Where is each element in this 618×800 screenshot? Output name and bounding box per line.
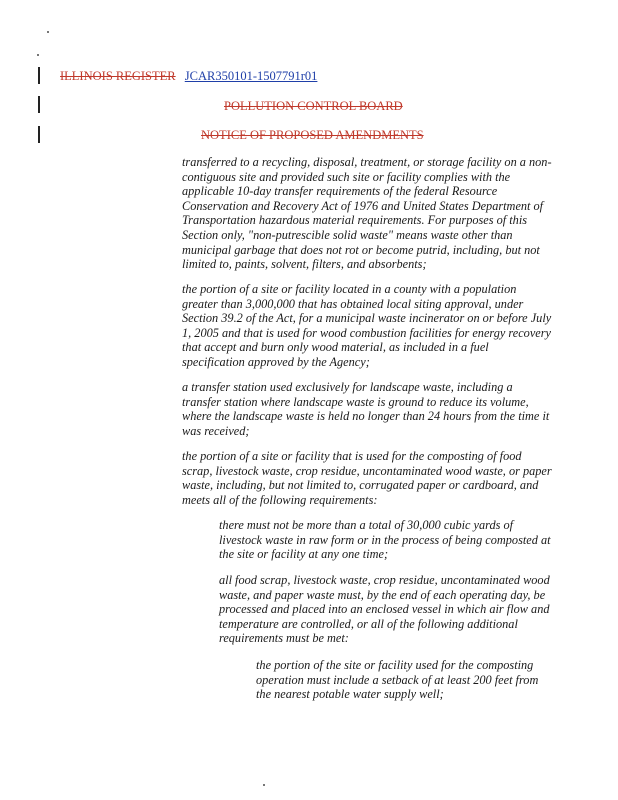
scan-speck [263,784,265,786]
board-title: POLLUTION CONTROL BOARD [224,99,403,113]
body-paragraph: a transfer station used exclusively for landscape waste, including a transfer station where landscape waste is ground to reduce its volume, where the landscape waste is held no longer than 24 hours from the time it was received; [182,380,550,438]
sub-paragraph: all food scrap, livestock waste, crop residue, uncontaminated wood waste, and paper waste must, by the end of each operating day, be processed and placed into an enclosed vessel in which air flow and temperature are controlled, or all of the following additional requirements must be met: [219,573,550,646]
change-bar [38,67,40,84]
register-title: ILLINOIS REGISTER [60,69,176,83]
change-bar [38,96,40,113]
scan-speck [37,54,39,56]
body-paragraph: the portion of a site or facility located in a county with a population greater than 3,000,000 that has obtained local siting approval, under Section 39.2 of the Act, for a municipal waste incinerator on or before July 1, 2005 and that is used for wood combustion facilities for energy recovery that accept and burn only wood material, as included in a fuel specification approved by the Agency; [182,282,552,369]
body-paragraph: transferred to a recycling, disposal, treatment, or storage facility on a non-contiguous site and provided such site or facility complies with the applicable 10-day transfer requirements of the federal Resource Conservation and Recovery Act of 1976 and United States Department of Transportation hazardous material requirements. For purposes of this Section only, "non-putrescible solid waste" means waste other than municipal garbage that does not rot or become putrid, including, but not limited to, paints, solvent, filters, and absorbents; [182,155,552,272]
notice-title: NOTICE OF PROPOSED AMENDMENTS [201,128,424,142]
body-paragraph: the portion of a site or facility that is used for the composting of food scrap, livestock waste, crop residue, uncontaminated wood waste, or paper waste, including, but not limited to, corrugated paper or cardboard, and meets all of the following requirements: [182,449,552,507]
sub-sub-paragraph: the portion of the site or facility used for the composting operation must include a setback of at least 200 feet from the nearest potable water supply well; [256,658,539,702]
change-bar [38,126,40,143]
document-code: JCAR350101-1507791r01 [184,69,318,83]
running-header [60,69,317,84]
scan-speck [47,31,49,33]
sub-paragraph: there must not be more than a total of 30,000 cubic yards of livestock waste in raw form or in the process of being composted at the site or facility at any one time; [219,518,551,562]
